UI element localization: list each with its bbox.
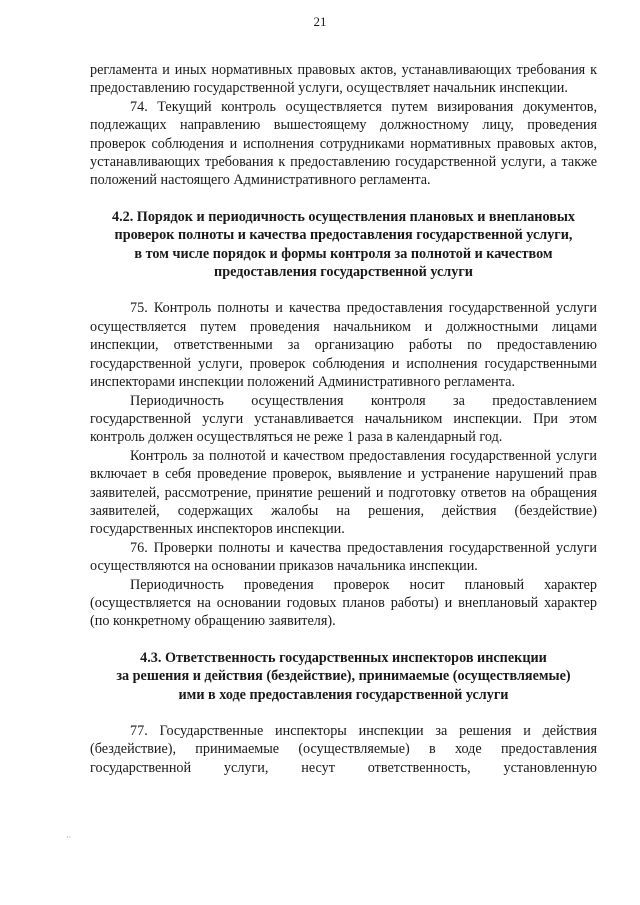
document-body bbox=[90, 61, 597, 777]
paragraph-control-scope: Контроль за полнотой и качеством предоставления государственной услуги включает в себя проведение проверок, выявление и устранение нарушений прав заявителей, рассмотрение, принятие решений и подготовку ответов на обращения заявителей, содержащих жалобы на решения, действия (бездействие) государственных инспекторов инспекции. bbox=[90, 447, 597, 538]
paragraph-74: 74. Текущий контроль осуществляется путем визирования документов, подлежащих направлению вышестоящему должностному лицу, проведения проверок соблюдения и исполнения сотрудниками нормативных правовых актов, устанавливающих требования к предоставлению государственной услуги, а также положений настоящего Административного регламента. bbox=[90, 98, 597, 189]
paragraph-periodicity-checks: Периодичность проведения проверок носит плановый характер (осуществляется на основании годовых планов работы) и внеплановый характер (по конкретному обращению заявителя). bbox=[90, 576, 597, 630]
heading-line: за решения и действия (бездействие), принимаемые (осуществляемые) bbox=[116, 668, 571, 685]
paragraph-continuation: регламента и иных нормативных правовых актов, устанавливающих требования к предоставлению государственной услуги, осуществляет начальник инспекции. bbox=[90, 62, 597, 97]
section-heading-4-3 bbox=[90, 649, 597, 704]
paragraph-75: 75. Контроль полноты и качества предоставления государственной услуги осуществляется путем проведения начальником и должностными лицами инспекции, ответственными за организацию работы по предоставлению государственной услуги, проверок соблюдения и исполнения государственными инспекторами инспекции положений Административного регламента. bbox=[90, 300, 597, 391]
heading-line: 4.3. Ответственность государственных инспекторов инспекции bbox=[140, 649, 547, 666]
section-heading-4-2 bbox=[90, 208, 597, 282]
heading-line: проверок полноты и качества предоставления государственной услуги, bbox=[114, 227, 573, 244]
paragraph-77: 77. Государственные инспекторы инспекции за решения и действия (бездействие), принимаемые (осуществляемые) в ходе предоставления государственной услуги, несут ответственность, установленную bbox=[90, 723, 597, 776]
heading-line: ими в ходе предоставления государственной услуги bbox=[178, 686, 509, 703]
heading-line: предоставления государственной услуги bbox=[214, 264, 473, 281]
paragraph-76: 76. Проверки полноты и качества предоставления государственной услуги осуществляются на основании приказов начальника инспекции. bbox=[90, 539, 597, 575]
heading-line: в том числе порядок и формы контроля за полнотой и качеством bbox=[134, 245, 553, 262]
scan-artifact-mark: ·· bbox=[66, 833, 72, 842]
paragraph-periodicity-control: Периодичность осуществления контроля за предоставлением государственной услуги устанавливается начальником инспекции. При этом контроль должен осуществляться не реже 1 раза в календарный год. bbox=[90, 392, 597, 446]
page-number: 21 bbox=[313, 14, 327, 29]
heading-line: 4.2. Порядок и периодичность осуществления плановых и внеплановых bbox=[111, 208, 576, 225]
